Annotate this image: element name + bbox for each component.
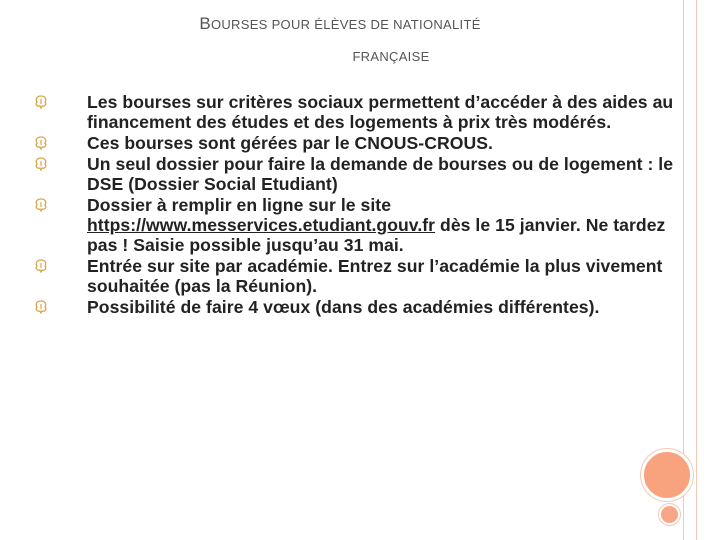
decorative-circle-large	[641, 449, 693, 501]
bullet-text: Les bourses sur critères sociaux permettent d’accéder à des aides au financement des études et des logements à prix très modérés.	[87, 92, 674, 132]
fleuron-bullet-icon	[34, 300, 48, 314]
bullet-text: Possibilité de faire 4 vœux (dans des académies différentes).	[87, 297, 600, 317]
slide-title	[60, 8, 620, 73]
fleuron-bullet-icon	[34, 136, 48, 150]
bullet-text: Un seul dossier pour faire la demande de bourses ou de logement : le DSE (Dossier Social Etudiant)	[87, 154, 674, 194]
bullet-item	[34, 133, 674, 153]
fleuron-bullet-icon	[34, 198, 48, 212]
bullet-text: Ces bourses sont gérées par le CNOUS-CROUS.	[87, 133, 493, 153]
fleuron-bullet-icon	[34, 259, 48, 273]
title-rest: OURSES POUR ÉLÈVES DE NATIONALITÉ	[210, 17, 481, 32]
fleuron-bullet-icon	[34, 157, 48, 171]
title-line-1	[60, 8, 620, 41]
bullet-item	[34, 256, 674, 296]
bullet-text: dès le 15 janvier. Ne tardez pas ! Saisie possible jusqu’au 31 mai.	[87, 215, 666, 255]
bullet-item	[34, 154, 674, 194]
bullet-item	[34, 297, 674, 317]
decorative-rule-inner	[696, 0, 697, 540]
title-initial: B	[199, 14, 211, 33]
bullet-list	[34, 92, 674, 317]
bullet-item	[34, 92, 674, 132]
fleuron-bullet-icon	[34, 95, 48, 109]
bullet-text: Dossier à remplir en ligne sur le site	[87, 195, 392, 215]
messervices-link[interactable]: https://www.messervices.etudiant.gouv.fr	[87, 215, 436, 235]
title-line-2: FRANÇAISE	[352, 49, 430, 64]
bullet-text: Entrée sur site par académie. Entrez sur l’académie la plus vivement souhaitée (pas la Réunion).	[87, 256, 663, 296]
bullet-item	[34, 195, 674, 255]
decorative-circle-small	[659, 504, 680, 525]
